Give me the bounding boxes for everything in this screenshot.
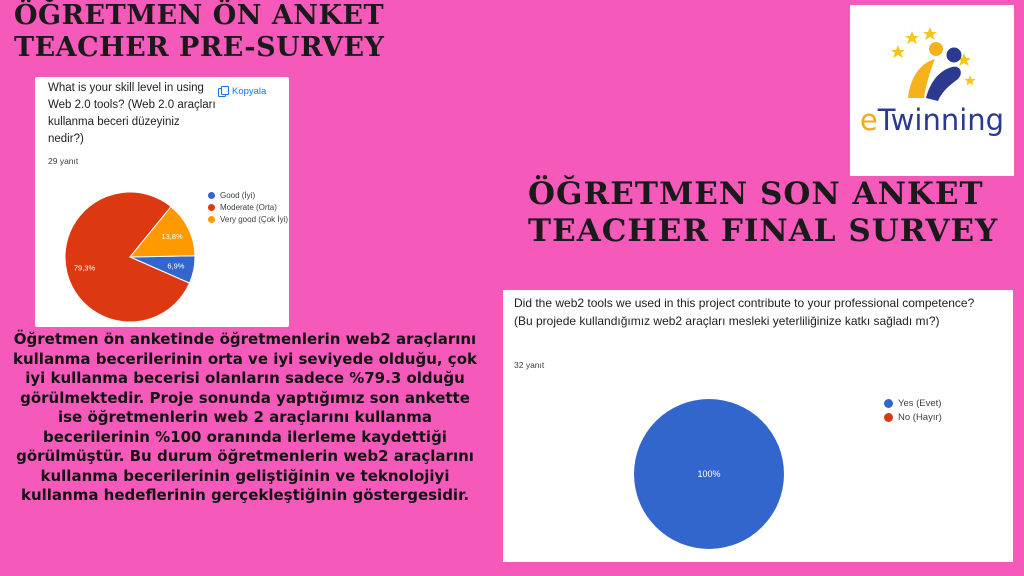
legend-item-2 [208,215,288,224]
legend-swatch-1 [208,204,215,211]
legend-swatch-1 [884,413,893,422]
pre-survey-response-count: 29 yanıt [48,156,79,166]
pie-data-label-1: 79,3% [73,263,96,273]
pre-survey-title [14,0,384,64]
legend-swatch-0 [208,192,215,199]
etwinning-logo-graphic [880,23,980,113]
copy-button-label: Kopyala [232,85,267,97]
legend-item-1 [208,203,288,212]
copy-button[interactable] [218,82,282,100]
final-survey-title-en: TEACHER FINAL SURVEY [528,212,999,249]
legend-label-0: Good (İyi) [220,191,256,200]
legend-item-1 [884,412,942,423]
legend-item-0 [884,398,942,409]
pre-survey-title-en: TEACHER PRE-SURVEY [14,31,385,63]
pie-data-label-0: 100% [697,469,721,479]
legend-item-0 [208,191,288,200]
legend-label-1: Moderate (Orta) [220,203,277,212]
legend-swatch-2 [208,216,215,223]
final-survey-question-tr: (Bu projede kullandığımız web2 araçları mesleki yeterliliğinize katkı sağladı mı?) [514,313,940,328]
pre-survey-question: What is your skill level in using Web 2.0 tools? (Web 2.0 araçları kullanma beceri düzeyiniz nedir?) [48,82,216,145]
final-survey-response-count: 32 yanıt [514,360,545,370]
pie-data-label-0: 6,9% [167,261,185,271]
final-survey-question-en: Did the web2 tools we used in this project contribute to your professional competence? [514,296,975,310]
final-survey-pie-chart [634,399,784,549]
survey-description: Öğretmen ön anketinde öğretmenlerin web2 araçlarını kullanma becerilerinin orta ve iyi seviyede olduğu, çok iyi kullanma becerisi olanların sadece %79.3 olduğu görülmektedir. Proje sonunda yaptığımız son ankette ise öğretmenlerin web 2 araçlarını kullanma becerilerinin %100 oranında ilerleme kaydettiği görülmüştür. Bu durum öğretmenlerin web2 araçlarını kullanma becerilerinin geliştiğinin ve teknolojiyi kullanma hedeflerinin gerçekleştiğinin göstergesidir. [13,330,477,504]
pre-survey-card [35,77,289,327]
final-survey-legend [884,398,942,426]
copy-icon [218,86,228,97]
final-survey-title-tr: ÖĞRETMEN SON ANKET [528,176,984,212]
final-survey-card [503,290,1013,562]
pre-survey-pie-chart [65,192,195,322]
pre-survey-legend [208,191,288,227]
legend-label-1: No (Hayır) [898,412,942,423]
legend-swatch-0 [884,399,893,408]
final-survey-title [528,176,998,249]
legend-label-0: Yes (Evet) [898,398,942,409]
final-survey-question [514,295,1004,330]
pie-data-label-2: 13,8% [161,231,183,241]
pre-survey-title-tr: ÖĞRETMEN ÖN ANKET [14,0,385,31]
legend-label-2: Very good (Çok İyi) [220,215,289,224]
etwinning-logo [850,5,1014,176]
etwinning-logo-text: eTwinning [859,103,1005,137]
